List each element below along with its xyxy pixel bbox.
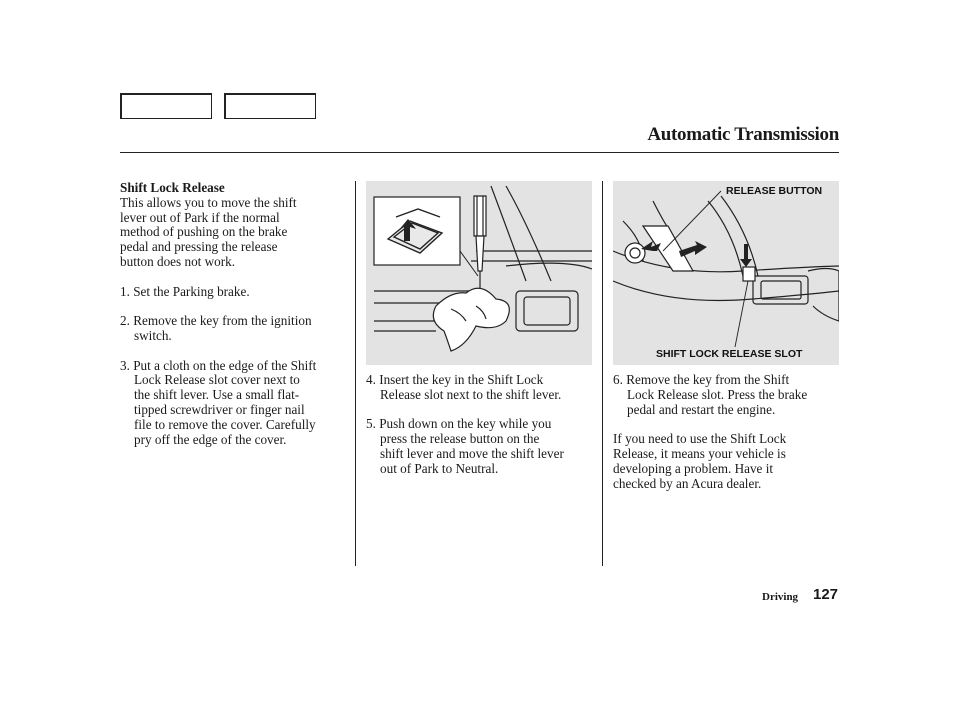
step-2-line-2: switch.: [134, 327, 172, 343]
step-5-line-1: 5. Push down on the key while you: [366, 416, 552, 432]
nav-tab-1[interactable]: [120, 93, 212, 119]
step-5-line-2: press the release button on the: [380, 431, 540, 447]
intro-line-2: lever out of Park if the normal: [120, 209, 280, 225]
column-divider-2: [602, 181, 603, 566]
step-4-line-2: Release slot next to the shift lever.: [380, 386, 562, 402]
intro-line-3: method of pushing on the brake: [120, 224, 288, 240]
column-2: [366, 373, 596, 477]
step-6-line-2: Lock Release slot. Press the brake: [627, 386, 808, 402]
column-3: [613, 373, 843, 491]
note-line-2: Release, it means your vehicle is: [613, 445, 786, 461]
note-line-1: If you need to use the Shift Lock: [613, 431, 787, 447]
step-2-line-1: 2. Remove the key from the ignition: [120, 313, 312, 329]
intro-line-4: pedal and pressing the release: [120, 239, 278, 255]
intro-line-1: This allows you to move the shift: [120, 194, 297, 210]
step-6-line-3: pedal and restart the engine.: [627, 401, 776, 417]
note-line-3: developing a problem. Have it: [613, 460, 774, 476]
step-5-line-4: out of Park to Neutral.: [380, 460, 499, 476]
column-divider-1: [355, 181, 356, 566]
step-3-line-1: 3. Put a cloth on the edge of the Shift: [120, 357, 317, 373]
shift-lever-illustration: [613, 181, 839, 365]
step-5-line-3: shift lever and move the shift lever: [380, 445, 564, 461]
section-heading: Shift Lock Release: [120, 180, 225, 195]
step-3-line-4: tipped screwdriver or finger nail: [134, 401, 305, 417]
step-4-line-1: 4. Insert the key in the Shift Lock: [366, 372, 544, 387]
title-rule: [120, 152, 839, 153]
step-1: 1. Set the Parking brake.: [120, 283, 250, 299]
footer-section-label: Driving: [762, 591, 799, 603]
note-line-4: checked by an Acura dealer.: [613, 475, 762, 491]
figure-cloth-screwdriver: [366, 181, 592, 365]
step-3-line-6: pry off the edge of the cover.: [134, 431, 287, 447]
cloth-screwdriver-illustration: [366, 181, 592, 365]
intro-line-5: button does not work.: [120, 253, 236, 269]
step-3-line-2: Lock Release slot cover next to: [134, 372, 300, 388]
release-button-callout: RELEASE BUTTON: [726, 185, 823, 197]
shift-lock-slot-callout: SHIFT LOCK RELEASE SLOT: [656, 348, 803, 360]
page-title: Automatic Transmission: [647, 124, 839, 145]
column-1: [120, 181, 345, 447]
step-3-line-3: the shift lever. Use a small flat-: [134, 387, 300, 403]
nav-tab-2[interactable]: [224, 93, 316, 119]
figure-release-button: [613, 181, 839, 365]
step-6-line-1: 6. Remove the key from the Shift: [613, 372, 790, 387]
step-3-line-5: file to remove the cover. Carefully: [134, 416, 316, 432]
page-number: 127: [813, 586, 839, 603]
